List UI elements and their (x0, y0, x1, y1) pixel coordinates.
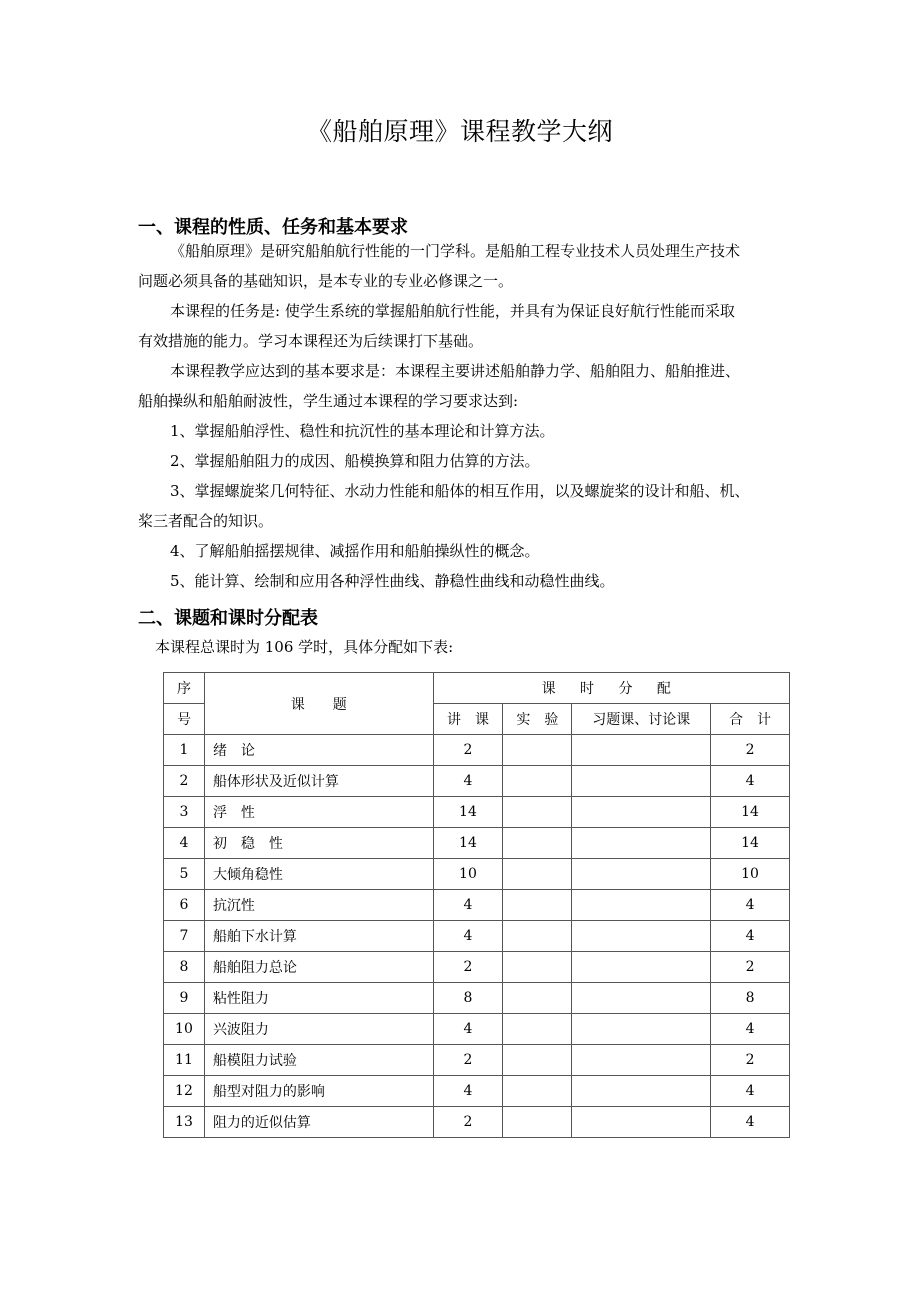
row-exercise-hours (572, 921, 711, 952)
row-exercise-hours (572, 735, 711, 766)
table-row (164, 1076, 790, 1107)
table-row (164, 921, 790, 952)
row-exercise-hours (572, 1014, 711, 1045)
paragraph-line (138, 236, 798, 266)
requirement-item-3-cont: 桨三者配合的知识。 (138, 512, 274, 530)
row-seq: 4 (164, 828, 205, 859)
requirement-item-3: 3、掌握螺旋桨几何特征、水动力性能和船体的相互作用，以及螺旋桨的设计和船、机、 (170, 482, 750, 500)
row-lecture-hours: 8 (433, 983, 503, 1014)
row-seq: 3 (164, 797, 205, 828)
row-lecture-hours: 4 (433, 921, 503, 952)
row-topic: 船模阻力试验 (204, 1045, 433, 1076)
row-exercise-hours (572, 1107, 711, 1138)
row-lab-hours (503, 890, 572, 921)
row-seq: 2 (164, 766, 205, 797)
table-row (164, 983, 790, 1014)
row-lab-hours (503, 766, 572, 797)
table-row (164, 797, 790, 828)
row-exercise-hours (572, 766, 711, 797)
row-total-hours: 4 (711, 890, 790, 921)
section-heading-nature: 一、课程的性质、任务和基本要求 (138, 217, 408, 238)
row-lecture-hours: 2 (433, 735, 503, 766)
table-row (164, 1045, 790, 1076)
table-row (164, 735, 790, 766)
row-seq: 9 (164, 983, 205, 1014)
row-lab-hours (503, 828, 572, 859)
row-total-hours: 10 (711, 859, 790, 890)
table-row (164, 859, 790, 890)
paragraph-3-line-2: 船舶操纵和船舶耐波性，学生通过本课程的学习要求达到: (138, 392, 519, 410)
row-exercise-hours (572, 983, 711, 1014)
requirement-item-1: 1、掌握船舶浮性、稳性和抗沉性的基本理论和计算方法。 (170, 422, 555, 440)
row-seq: 11 (164, 1045, 205, 1076)
row-lecture-hours: 4 (433, 890, 503, 921)
row-topic: 抗沉性 (204, 890, 433, 921)
header-total: 合 计 (711, 704, 790, 735)
row-topic: 船舶下水计算 (204, 921, 433, 952)
row-lecture-hours: 10 (433, 859, 503, 890)
row-total-hours: 14 (711, 797, 790, 828)
paragraph-1-line-2: 问题必须具备的基础知识，是本专业的专业必修课之一。 (138, 272, 514, 290)
row-seq: 7 (164, 921, 205, 952)
row-total-hours: 4 (711, 766, 790, 797)
row-topic: 船型对阻力的影响 (204, 1076, 433, 1107)
row-lab-hours (503, 952, 572, 983)
row-seq: 12 (164, 1076, 205, 1107)
table-row (164, 766, 790, 797)
row-lab-hours (503, 1076, 572, 1107)
row-lab-hours (503, 859, 572, 890)
row-topic: 船体形状及近似计算 (204, 766, 433, 797)
row-lab-hours (503, 983, 572, 1014)
table-row (164, 890, 790, 921)
row-lecture-hours: 14 (433, 797, 503, 828)
row-topic: 阻力的近似估算 (204, 1107, 433, 1138)
row-exercise-hours (572, 1076, 711, 1107)
requirement-item-5: 5、能计算、绘制和应用各种浮性曲线、静稳性曲线和动稳性曲线。 (170, 572, 615, 590)
document-title: 《船舶原理》课程教学大纲 (306, 117, 613, 146)
row-seq: 13 (164, 1107, 205, 1138)
row-lab-hours (503, 921, 572, 952)
row-lab-hours (503, 1107, 572, 1138)
row-topic: 船舶阻力总论 (204, 952, 433, 983)
row-seq: 6 (164, 890, 205, 921)
row-total-hours: 4 (711, 1076, 790, 1107)
row-total-hours: 4 (711, 1014, 790, 1045)
row-total-hours: 4 (711, 921, 790, 952)
row-seq: 5 (164, 859, 205, 890)
row-seq: 10 (164, 1014, 205, 1045)
header-allocation: 课 时 分 配 (433, 673, 789, 704)
header-seq-top: 序 (164, 673, 205, 704)
section1-body (138, 236, 798, 596)
schedule-intro: 本课程总课时为 106 学时，具体分配如下表: (155, 638, 454, 656)
row-total-hours: 8 (711, 983, 790, 1014)
requirement-item-2: 2、掌握船舶阻力的成因、船模换算和阻力估算的方法。 (170, 452, 540, 470)
row-lab-hours (503, 1045, 572, 1076)
row-topic: 大倾角稳性 (204, 859, 433, 890)
row-exercise-hours (572, 797, 711, 828)
row-lab-hours (503, 1014, 572, 1045)
row-total-hours: 2 (711, 952, 790, 983)
row-lab-hours (503, 735, 572, 766)
row-exercise-hours (572, 859, 711, 890)
row-lecture-hours: 14 (433, 828, 503, 859)
row-seq: 8 (164, 952, 205, 983)
row-topic: 粘性阻力 (204, 983, 433, 1014)
row-lab-hours (503, 797, 572, 828)
row-lecture-hours: 4 (433, 1076, 503, 1107)
row-lecture-hours: 2 (433, 1045, 503, 1076)
row-topic: 兴波阻力 (204, 1014, 433, 1045)
row-lecture-hours: 2 (433, 952, 503, 983)
table-row (164, 1107, 790, 1138)
table-row (164, 952, 790, 983)
paragraph-3-line-1: 本课程教学应达到的基本要求是：本课程主要讲述船舶静力学、船舶阻力、船舶推进、 (170, 362, 741, 380)
row-lecture-hours: 4 (433, 766, 503, 797)
table-row (164, 1014, 790, 1045)
row-exercise-hours (572, 952, 711, 983)
table-row (164, 828, 790, 859)
paragraph-1-line-1: 《船舶原理》是研究船舶航行性能的一门学科。是船舶工程专业技术人员处理生产技术 (170, 242, 741, 260)
requirement-item-4: 4、了解船舶摇摆规律、减摇作用和船舶操纵性的概念。 (170, 542, 540, 560)
paragraph-2-line-2: 有效措施的能力。学习本课程还为后续课打下基础。 (138, 332, 484, 350)
row-exercise-hours (572, 890, 711, 921)
paragraph-2-line-1: 本课程的任务是: 使学生系统的掌握船舶航行性能，并具有为保证良好航行性能而采取 (170, 302, 735, 320)
row-total-hours: 4 (711, 1107, 790, 1138)
header-exercise: 习题课、讨论课 (572, 704, 711, 735)
row-seq: 1 (164, 735, 205, 766)
table-header-row-1 (164, 673, 790, 704)
row-topic: 浮 性 (204, 797, 433, 828)
row-exercise-hours (572, 1045, 711, 1076)
header-seq-bottom: 号 (164, 704, 205, 735)
row-total-hours: 2 (711, 735, 790, 766)
hours-allocation-table (163, 672, 790, 1138)
header-lecture: 讲 课 (433, 704, 503, 735)
row-lecture-hours: 2 (433, 1107, 503, 1138)
header-lab: 实 验 (503, 704, 572, 735)
row-topic: 绪 论 (204, 735, 433, 766)
row-topic: 初 稳 性 (204, 828, 433, 859)
row-total-hours: 14 (711, 828, 790, 859)
row-exercise-hours (572, 828, 711, 859)
section-heading-schedule: 二、课题和课时分配表 (138, 608, 318, 629)
row-total-hours: 2 (711, 1045, 790, 1076)
row-lecture-hours: 4 (433, 1014, 503, 1045)
header-topic: 课 题 (204, 673, 433, 735)
